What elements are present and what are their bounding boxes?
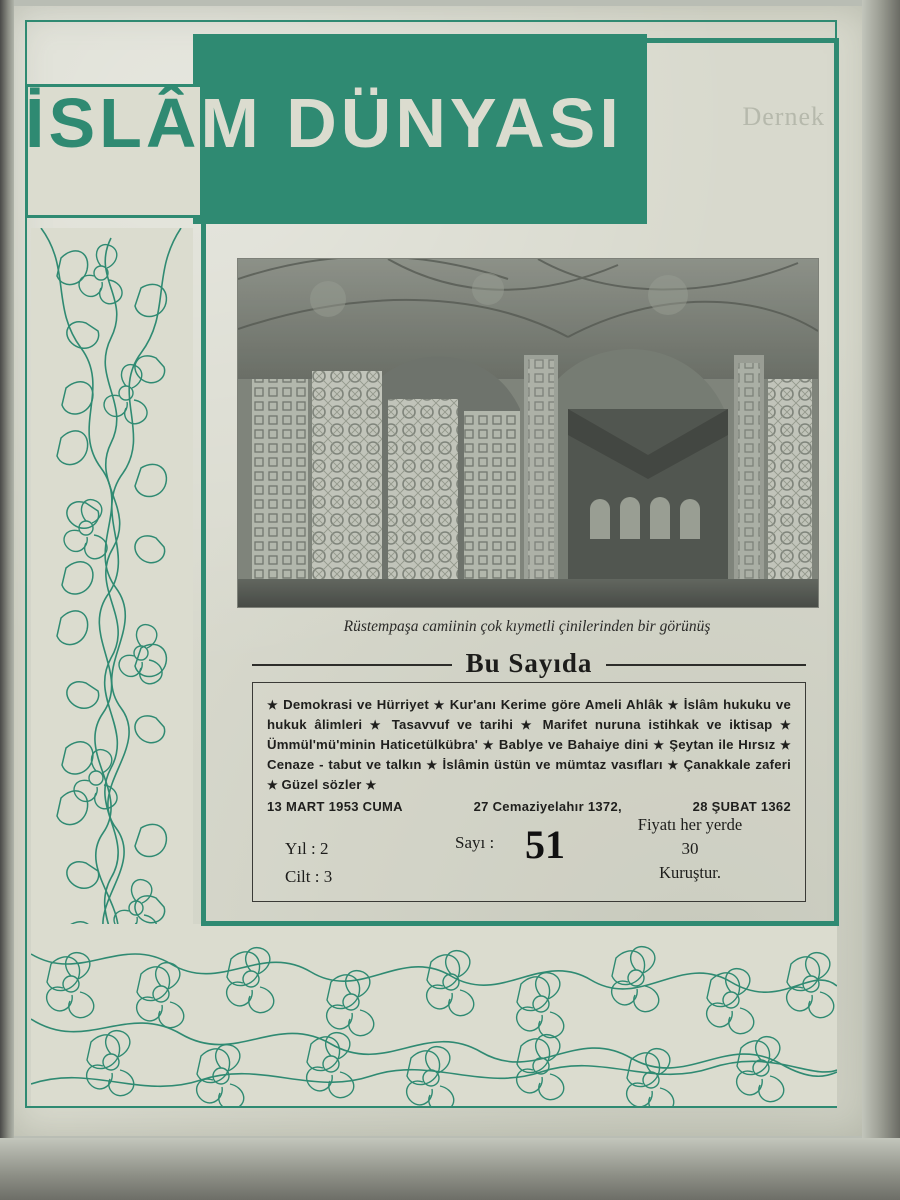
contents-heading-label: Bu Sayıda	[465, 647, 593, 678]
photo-caption: Rüstempaşa camiinin çok kıymetli çinilerinden bir görünüş	[343, 618, 711, 635]
price-line-1: Fiyatı her yerde	[637, 815, 743, 834]
contents-item: Güzel sözler	[281, 777, 366, 792]
issue-year: Yıl : 2	[285, 839, 329, 858]
contents-item: Bablye ve Bahaiye dini	[498, 737, 654, 752]
date-rumi: 28 ŞUBAT 1362	[692, 799, 791, 814]
magazine-cover	[9, 6, 871, 1136]
star-icon: ★	[520, 718, 543, 732]
contents-list	[267, 695, 791, 795]
star-icon: ★	[780, 738, 792, 752]
scan-edge-right	[862, 0, 900, 1200]
issue-year-volume	[285, 835, 332, 891]
scan-edge-left	[0, 0, 14, 1200]
contents-item: Şeytan ile Hırsız	[669, 737, 781, 752]
date-gregorian: 13 MART 1953 CUMA	[267, 799, 403, 814]
scan-edge-bottom	[0, 1138, 900, 1200]
contents-item: Çanakkale zaferi	[683, 757, 791, 772]
star-icon: ★	[267, 698, 284, 712]
star-icon: ★	[780, 718, 791, 732]
star-icon: ★	[667, 698, 684, 712]
contents-box	[252, 682, 806, 902]
star-icon: ★	[482, 738, 499, 752]
contents-item: İslâm hukuku ve hukuk âlimleri	[267, 697, 791, 732]
contents-item: Marifet nuruna istihkak ve iktisap	[542, 717, 781, 732]
star-icon: ★	[653, 738, 670, 752]
ghost-bleed-text: Dernek	[742, 102, 825, 131]
magazine-title-part-1: İSLÂ	[25, 84, 201, 162]
price-value: 30	[681, 839, 699, 858]
star-icon: ★	[667, 758, 684, 772]
price-line-2: Kuruştur.	[659, 863, 721, 882]
star-icon: ★	[369, 718, 392, 732]
date-row	[267, 799, 791, 814]
magazine-title-part-2: M DÜNYASI	[200, 84, 623, 162]
issue-number-value: 51	[525, 822, 565, 867]
contents-item: Tasavvuf ve tarihi	[391, 717, 521, 732]
contents-item: Demokrasi ve Hürriyet	[283, 697, 434, 712]
issue-volume: Cilt : 3	[285, 867, 333, 886]
star-icon: ★	[433, 698, 450, 712]
cover-photo	[237, 258, 819, 608]
magazine-title	[25, 80, 645, 166]
heading-rule-right	[606, 664, 806, 666]
contents-item: İslâmin üstün ve mümtaz vasıfları	[442, 757, 668, 772]
star-icon: ★	[426, 758, 443, 772]
floral-ornament-bottom	[31, 924, 837, 1106]
contents-item: Kur'anı Kerime göre Ameli Ahlâk	[449, 697, 668, 712]
issue-number-label: Sayı :	[455, 833, 495, 852]
heading-rule-left	[252, 664, 452, 666]
price-block	[595, 813, 785, 885]
contents-item: Ümmül'mü'minin Haticetülkübra'	[267, 737, 483, 752]
contents-item: Cenaze - tabut ve talkın	[267, 757, 427, 772]
date-hijri: 27 Cemaziyelahır 1372,	[473, 799, 622, 814]
star-icon: ★	[267, 778, 282, 792]
star-icon: ★	[365, 778, 377, 792]
contents-heading	[252, 646, 806, 680]
issue-row	[267, 815, 791, 891]
